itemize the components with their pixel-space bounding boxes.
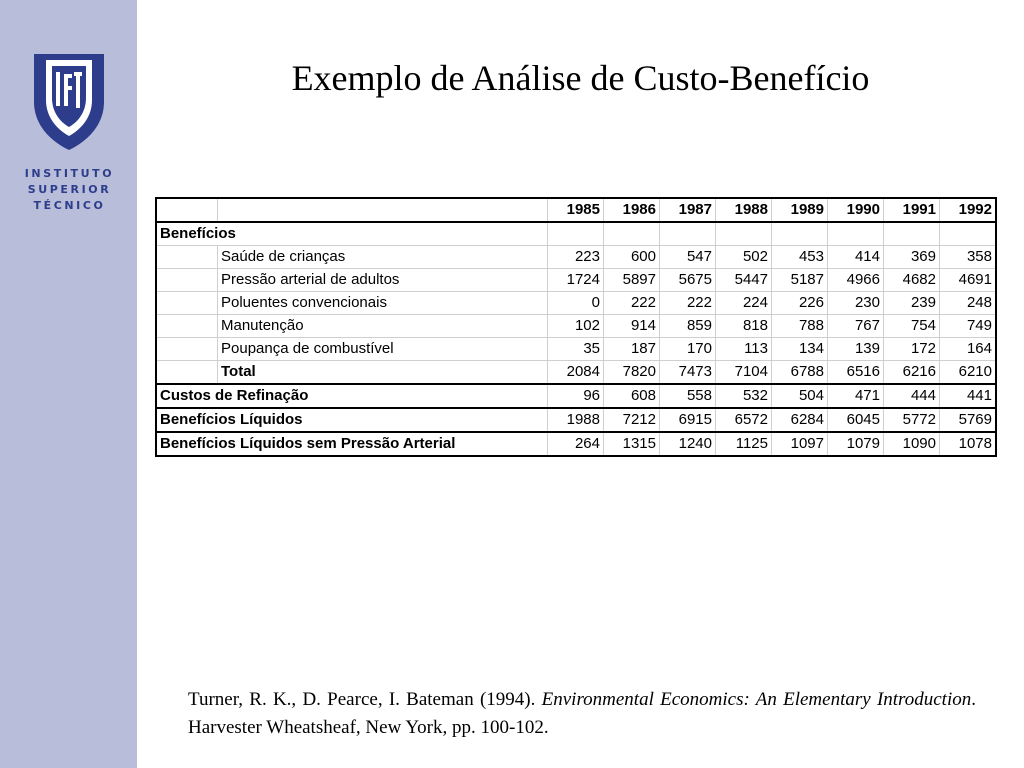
- table-row: [156, 246, 996, 269]
- value-cell: 224: [716, 292, 772, 315]
- value-cell: 222: [604, 292, 660, 315]
- year-header: 1991: [884, 198, 940, 222]
- reference-publisher: . Harvester Wheatsheaf, New York, pp. 100-102.: [188, 689, 976, 738]
- total-value: 7820: [604, 361, 660, 385]
- value-cell: 170: [660, 338, 716, 361]
- value-cell: 788: [772, 315, 828, 338]
- header-label-cell: [218, 198, 548, 222]
- ist-shield-icon: [32, 52, 106, 152]
- net-value: 6915: [660, 408, 716, 432]
- total-value: 7104: [716, 361, 772, 385]
- logo-wordmark: [0, 166, 137, 214]
- reference-citation: [188, 686, 976, 742]
- row-label: Manutenção: [218, 315, 548, 338]
- value-cell: 767: [828, 315, 884, 338]
- header-empty-cell: [156, 198, 218, 222]
- value-cell: 113: [716, 338, 772, 361]
- value-cell: 226: [772, 292, 828, 315]
- costs-value: 444: [884, 384, 940, 408]
- empty-cell: [940, 222, 997, 246]
- reference-authors: Turner, R. K., D. Pearce, I. Bateman (1994).: [188, 689, 536, 710]
- year-header: 1987: [660, 198, 716, 222]
- value-cell: 4966: [828, 269, 884, 292]
- net-value: 6045: [828, 408, 884, 432]
- row-label: Saúde de crianças: [218, 246, 548, 269]
- net-benefits-no-bp-row: [156, 432, 996, 456]
- table-row: [156, 315, 996, 338]
- value-cell: 859: [660, 315, 716, 338]
- value-cell: 5447: [716, 269, 772, 292]
- value-cell: 600: [604, 246, 660, 269]
- table-row: [156, 269, 996, 292]
- value-cell: 222: [660, 292, 716, 315]
- cost-benefit-table: [155, 197, 997, 457]
- table-row: [156, 338, 996, 361]
- net-no-bp-value: 1078: [940, 432, 997, 456]
- net-value: 7212: [604, 408, 660, 432]
- costs-row: [156, 384, 996, 408]
- value-cell: 5897: [604, 269, 660, 292]
- net-value: 5769: [940, 408, 997, 432]
- empty-cell: [716, 222, 772, 246]
- indent-cell: [156, 269, 218, 292]
- value-cell: 239: [884, 292, 940, 315]
- net-benefits-row: [156, 408, 996, 432]
- year-header: 1988: [716, 198, 772, 222]
- value-cell: 187: [604, 338, 660, 361]
- costs-value: 558: [660, 384, 716, 408]
- sidebar-band: [0, 0, 137, 768]
- net-no-bp-value: 1125: [716, 432, 772, 456]
- year-header: 1992: [940, 198, 997, 222]
- value-cell: 35: [548, 338, 604, 361]
- logo-line-3: TÉCNICO: [33, 199, 106, 212]
- indent-cell: [156, 246, 218, 269]
- value-cell: 818: [716, 315, 772, 338]
- indent-cell: [156, 361, 218, 385]
- empty-cell: [548, 222, 604, 246]
- net-no-bp-value: 1079: [828, 432, 884, 456]
- total-row: [156, 361, 996, 385]
- total-value: 6788: [772, 361, 828, 385]
- table-row: [156, 292, 996, 315]
- indent-cell: [156, 292, 218, 315]
- value-cell: 172: [884, 338, 940, 361]
- costs-label: Custos de Refinação: [156, 384, 548, 408]
- row-label: Pressão arterial de adultos: [218, 269, 548, 292]
- value-cell: 0: [548, 292, 604, 315]
- year-header: 1989: [772, 198, 828, 222]
- section-label: Benefícios: [156, 222, 548, 246]
- costs-value: 608: [604, 384, 660, 408]
- section-benefits-row: [156, 222, 996, 246]
- row-label: Poupança de combustível: [218, 338, 548, 361]
- net-value: 5772: [884, 408, 940, 432]
- value-cell: 453: [772, 246, 828, 269]
- value-cell: 102: [548, 315, 604, 338]
- net-value: 1988: [548, 408, 604, 432]
- value-cell: 414: [828, 246, 884, 269]
- total-label: Total: [218, 361, 548, 385]
- total-value: 2084: [548, 361, 604, 385]
- logo-line-1: INSTITUTO: [24, 167, 115, 180]
- costs-value: 96: [548, 384, 604, 408]
- value-cell: 914: [604, 315, 660, 338]
- total-value: 6516: [828, 361, 884, 385]
- net-value: 6284: [772, 408, 828, 432]
- indent-cell: [156, 315, 218, 338]
- total-value: 6216: [884, 361, 940, 385]
- value-cell: 4682: [884, 269, 940, 292]
- value-cell: 223: [548, 246, 604, 269]
- value-cell: 749: [940, 315, 997, 338]
- year-header: 1985: [548, 198, 604, 222]
- total-value: 6210: [940, 361, 997, 385]
- net-value: 6572: [716, 408, 772, 432]
- net-no-bp-label: Benefícios Líquidos sem Pressão Arterial: [156, 432, 548, 456]
- net-no-bp-value: 1315: [604, 432, 660, 456]
- empty-cell: [772, 222, 828, 246]
- net-no-bp-value: 1240: [660, 432, 716, 456]
- net-benefits-label: Benefícios Líquidos: [156, 408, 548, 432]
- empty-cell: [604, 222, 660, 246]
- value-cell: 134: [772, 338, 828, 361]
- value-cell: 1724: [548, 269, 604, 292]
- row-label: Poluentes convencionais: [218, 292, 548, 315]
- ist-logo: [0, 52, 137, 214]
- year-header: 1990: [828, 198, 884, 222]
- table-header-row: [156, 198, 996, 222]
- value-cell: 139: [828, 338, 884, 361]
- slide-title: Exemplo de Análise de Custo-Benefício: [291, 58, 870, 98]
- reference-book-title: Environmental Economics: An Elementary Introduction: [541, 689, 972, 710]
- value-cell: 547: [660, 246, 716, 269]
- value-cell: 4691: [940, 269, 997, 292]
- year-header: 1986: [604, 198, 660, 222]
- net-no-bp-value: 264: [548, 432, 604, 456]
- total-value: 7473: [660, 361, 716, 385]
- value-cell: 5187: [772, 269, 828, 292]
- value-cell: 230: [828, 292, 884, 315]
- value-cell: 5675: [660, 269, 716, 292]
- value-cell: 248: [940, 292, 997, 315]
- value-cell: 358: [940, 246, 997, 269]
- value-cell: 754: [884, 315, 940, 338]
- value-cell: 164: [940, 338, 997, 361]
- value-cell: 369: [884, 246, 940, 269]
- indent-cell: [156, 338, 218, 361]
- empty-cell: [828, 222, 884, 246]
- costs-value: 471: [828, 384, 884, 408]
- net-no-bp-value: 1090: [884, 432, 940, 456]
- empty-cell: [660, 222, 716, 246]
- logo-line-2: SUPERIOR: [27, 183, 112, 196]
- empty-cell: [884, 222, 940, 246]
- costs-value: 441: [940, 384, 997, 408]
- costs-value: 532: [716, 384, 772, 408]
- net-no-bp-value: 1097: [772, 432, 828, 456]
- value-cell: 502: [716, 246, 772, 269]
- costs-value: 504: [772, 384, 828, 408]
